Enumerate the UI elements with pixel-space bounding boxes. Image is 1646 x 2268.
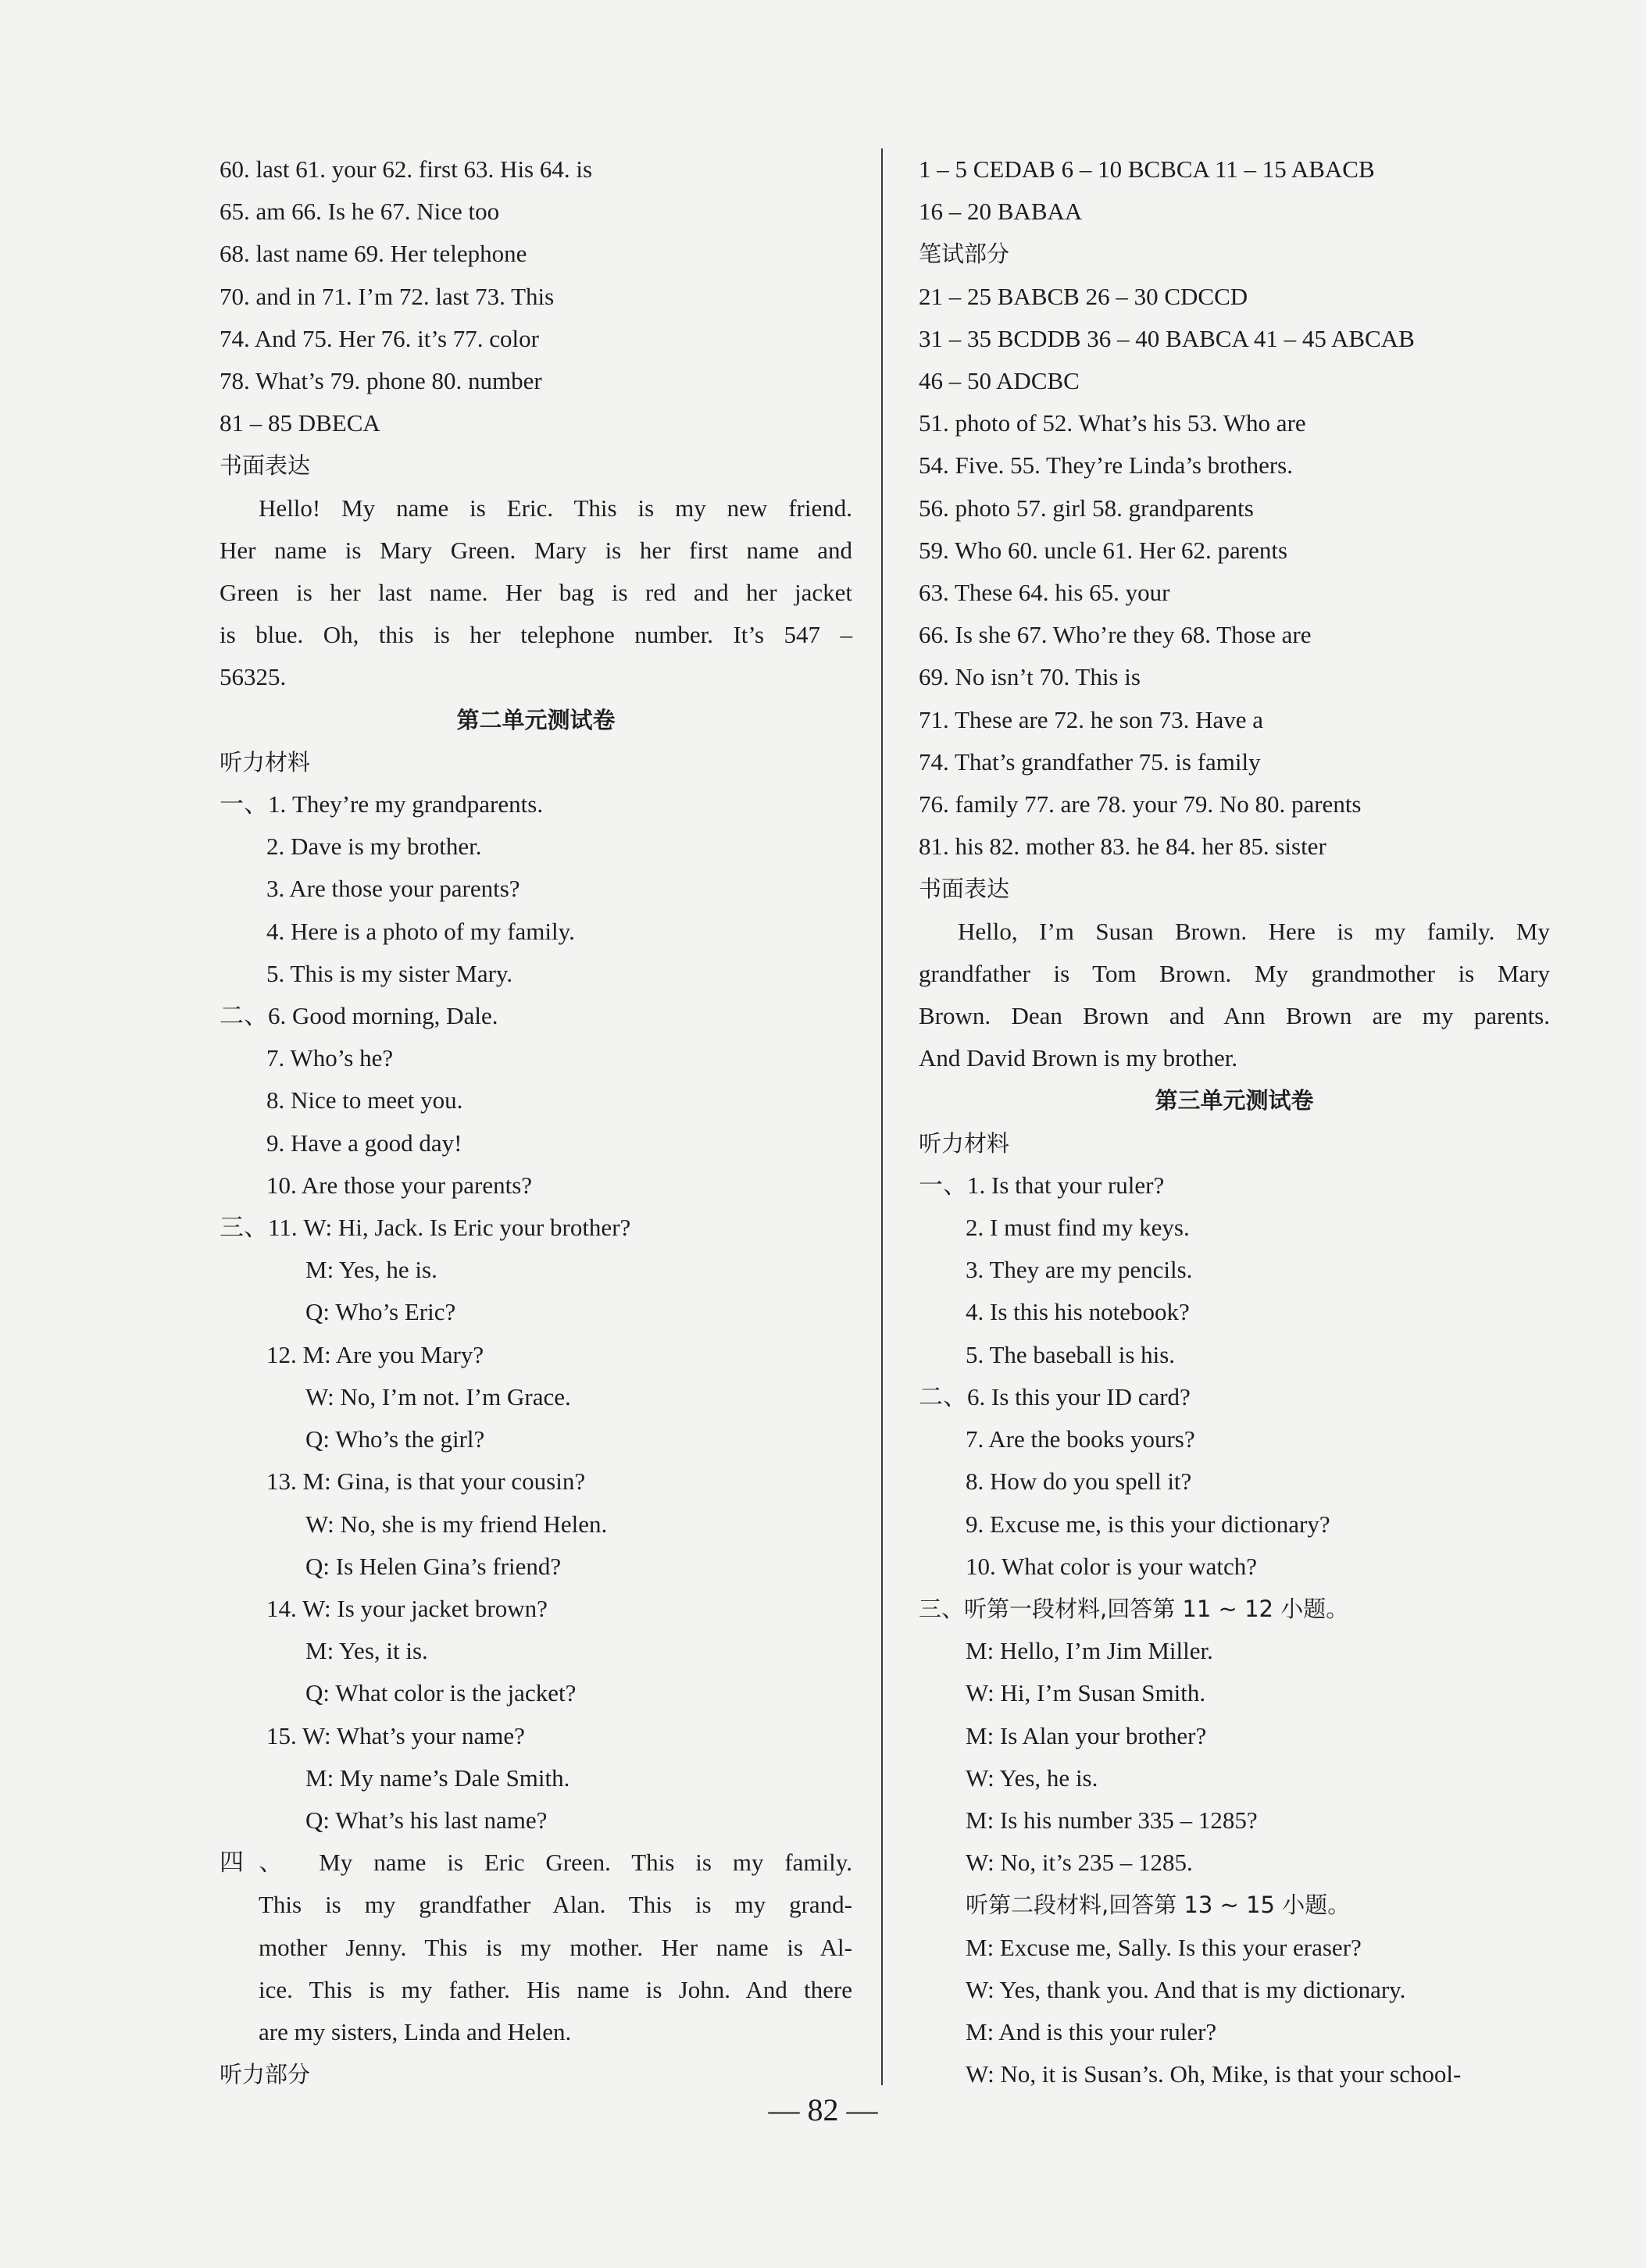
listening-line: 8. Nice to meet you. <box>266 1086 463 1114</box>
essay-line: 56325. <box>220 663 287 691</box>
listening-line: 5. This is my sister Mary. <box>266 959 513 987</box>
listening-line: Q: Is Helen Gina’s friend? <box>305 1552 562 1580</box>
answer-line: 63. These 64. his 65. your <box>919 579 1170 607</box>
listening-instruction: 三、听第一段材料,回答第 11 ~ 12 小题。 <box>919 1595 1349 1622</box>
passage-line: This is my grandfather Alan. This is my grand- <box>259 1891 852 1919</box>
listening-line: W: No, she is my friend Helen. <box>305 1510 608 1538</box>
dialogue-line: W: No, it’s 235 – 1285. <box>966 1849 1193 1877</box>
answer-line: 76. family 77. are 78. your 79. No 80. parents <box>919 790 1362 818</box>
answer-line: 74. And 75. Her 76. it’s 77. color <box>220 324 539 352</box>
dialogue-line: M: Excuse me, Sally. Is this your eraser? <box>966 1933 1362 1961</box>
listening-line: 14. W: Is your jacket brown? <box>266 1594 548 1622</box>
dialogue-line: W: Yes, he is. <box>966 1763 1098 1792</box>
dialogue-line: W: No, it is Susan’s. Oh, Mike, is that your school- <box>966 2060 1462 2088</box>
answer-line: 1 – 5 CEDAB 6 – 10 BCBCA 11 – 15 ABACB <box>919 155 1375 183</box>
answer-line: 46 – 50 ADCBC <box>919 367 1080 395</box>
answer-line: 31 – 35 BCDDB 36 – 40 BABCA 41 – 45 ABCAB <box>919 324 1415 352</box>
listening-line: W: No, I’m not. I’m Grace. <box>305 1382 571 1410</box>
answer-line: 60. last 61. your 62. first 63. His 64. is <box>220 155 593 183</box>
listening-instruction: 听第二段材料,回答第 13 ~ 15 小题。 <box>966 1892 1351 1919</box>
essay-line: Hello, I’m Susan Brown. Here is my family. My <box>958 917 1550 945</box>
listening-line: 3. They are my pencils. <box>966 1256 1193 1284</box>
essay-line: And David Brown is my brother. <box>919 1044 1238 1072</box>
essay-line: Green is her last name. Her bag is red and her jacket <box>220 579 852 607</box>
passage-line: ice. This is my father. His name is John. And there <box>259 1975 852 2003</box>
listening-line: 2. I must find my keys. <box>966 1214 1190 1242</box>
section-heading: 听力材料 <box>919 1129 1010 1157</box>
listening-line: 2. Dave is my brother. <box>266 833 482 861</box>
listening-line: 9. Excuse me, is this your dictionary? <box>966 1510 1330 1538</box>
answer-line: 65. am 66. Is he 67. Nice too <box>220 198 500 226</box>
answer-line: 81 – 85 DBECA <box>220 409 380 437</box>
listening-line: 7. Are the books yours? <box>966 1425 1195 1453</box>
unit-title: 第二单元测试卷 <box>456 706 616 733</box>
answer-line: 54. Five. 55. They’re Linda’s brothers. <box>919 451 1293 480</box>
answer-line: 16 – 20 BABAA <box>919 198 1083 226</box>
listening-line: M: My name’s Dale Smith. <box>305 1763 570 1792</box>
listening-line: 二、6. Good morning, Dale. <box>220 1002 498 1030</box>
listening-line: 一、1. Is that your ruler? <box>919 1171 1165 1199</box>
listening-line: 12. M: Are you Mary? <box>266 1340 484 1368</box>
listening-line: Q: What color is the jacket? <box>305 1679 577 1707</box>
listening-line: 三、11. W: Hi, Jack. Is Eric your brother? <box>220 1214 631 1242</box>
listening-line: 15. W: What’s your name? <box>266 1721 525 1749</box>
section-heading: 听力部分 <box>220 2061 311 2088</box>
essay-line: is blue. Oh, this is her telephone number. It’s 547 – <box>220 621 852 649</box>
passage-line: 四、 My name is Eric Green. This is my family. <box>220 1849 852 1877</box>
right-column <box>919 148 1550 2095</box>
listening-line: Q: Who’s the girl? <box>305 1425 485 1453</box>
listening-line: 8. How do you spell it? <box>966 1467 1192 1496</box>
listening-line: 二、6. Is this your ID card? <box>919 1382 1191 1410</box>
listening-line: 3. Are those your parents? <box>266 875 520 903</box>
listening-line: M: Yes, it is. <box>305 1637 428 1665</box>
essay-line: Hello! My name is Eric. This is my new friend. <box>259 494 852 522</box>
answer-line: 71. These are 72. he son 73. Have a <box>919 705 1264 733</box>
essay-line: Brown. Dean Brown and Ann Brown are my parents. <box>919 1002 1550 1030</box>
passage-line: are my sisters, Linda and Helen. <box>259 2017 572 2045</box>
answer-line: 74. That’s grandfather 75. is family <box>919 747 1261 776</box>
listening-line: Q: Who’s Eric? <box>305 1298 456 1326</box>
answer-line: 66. Is she 67. Who’re they 68. Those are <box>919 621 1312 649</box>
answer-line: 68. last name 69. Her telephone <box>220 240 527 268</box>
listening-line: 10. What color is your watch? <box>966 1552 1258 1580</box>
listening-line: M: Yes, he is. <box>305 1256 437 1284</box>
listening-line: 4. Here is a photo of my family. <box>266 917 575 945</box>
listening-line: 4. Is this his notebook? <box>966 1298 1190 1326</box>
answer-line: 81. his 82. mother 83. he 84. her 85. sister <box>919 833 1326 861</box>
listening-line: 5. The baseball is his. <box>966 1340 1176 1368</box>
passage-line: mother Jenny. This is my mother. Her name is Al- <box>259 1933 852 1961</box>
section-heading: 书面表达 <box>919 875 1010 903</box>
section-heading: 书面表达 <box>220 452 311 480</box>
essay-line: grandfather is Tom Brown. My grandmother is Mary <box>919 959 1550 987</box>
unit-title: 第三单元测试卷 <box>1155 1087 1314 1114</box>
listening-line: 9. Have a good day! <box>266 1129 462 1157</box>
answer-line: 69. No isn’t 70. This is <box>919 663 1141 691</box>
dialogue-line: W: Yes, thank you. And that is my dictionary. <box>966 1975 1406 2003</box>
answer-line: 56. photo 57. girl 58. grandparents <box>919 494 1254 522</box>
answer-line: 51. photo of 52. What’s his 53. Who are <box>919 409 1306 437</box>
listening-line: 10. Are those your parents? <box>266 1171 533 1199</box>
essay-line: Her name is Mary Green. Mary is her first name and <box>220 536 852 564</box>
listening-line: 13. M: Gina, is that your cousin? <box>266 1467 586 1496</box>
listening-line: 7. Who’s he? <box>266 1044 394 1072</box>
answer-line: 21 – 25 BABCB 26 – 30 CDCCD <box>919 282 1248 310</box>
dialogue-line: M: Is his number 335 – 1285? <box>966 1806 1258 1834</box>
listening-line: 一、1. They’re my grandparents. <box>220 790 544 818</box>
answer-line: 78. What’s 79. phone 80. number <box>220 367 542 395</box>
answer-line: 59. Who 60. uncle 61. Her 62. parents <box>919 536 1288 564</box>
column-divider <box>881 148 883 2085</box>
dialogue-line: M: And is this your ruler? <box>966 2017 1217 2045</box>
section-heading: 听力材料 <box>220 748 311 776</box>
left-column <box>220 148 852 2095</box>
section-heading: 笔试部分 <box>919 241 1010 268</box>
dialogue-line: W: Hi, I’m Susan Smith. <box>966 1679 1206 1707</box>
page-number: — 82 — <box>768 2092 878 2127</box>
dialogue-line: M: Is Alan your brother? <box>966 1721 1207 1749</box>
dialogue-line: M: Hello, I’m Jim Miller. <box>966 1637 1213 1665</box>
listening-line: Q: What’s his last name? <box>305 1806 548 1834</box>
answer-line: 70. and in 71. I’m 72. last 73. This <box>220 282 555 310</box>
